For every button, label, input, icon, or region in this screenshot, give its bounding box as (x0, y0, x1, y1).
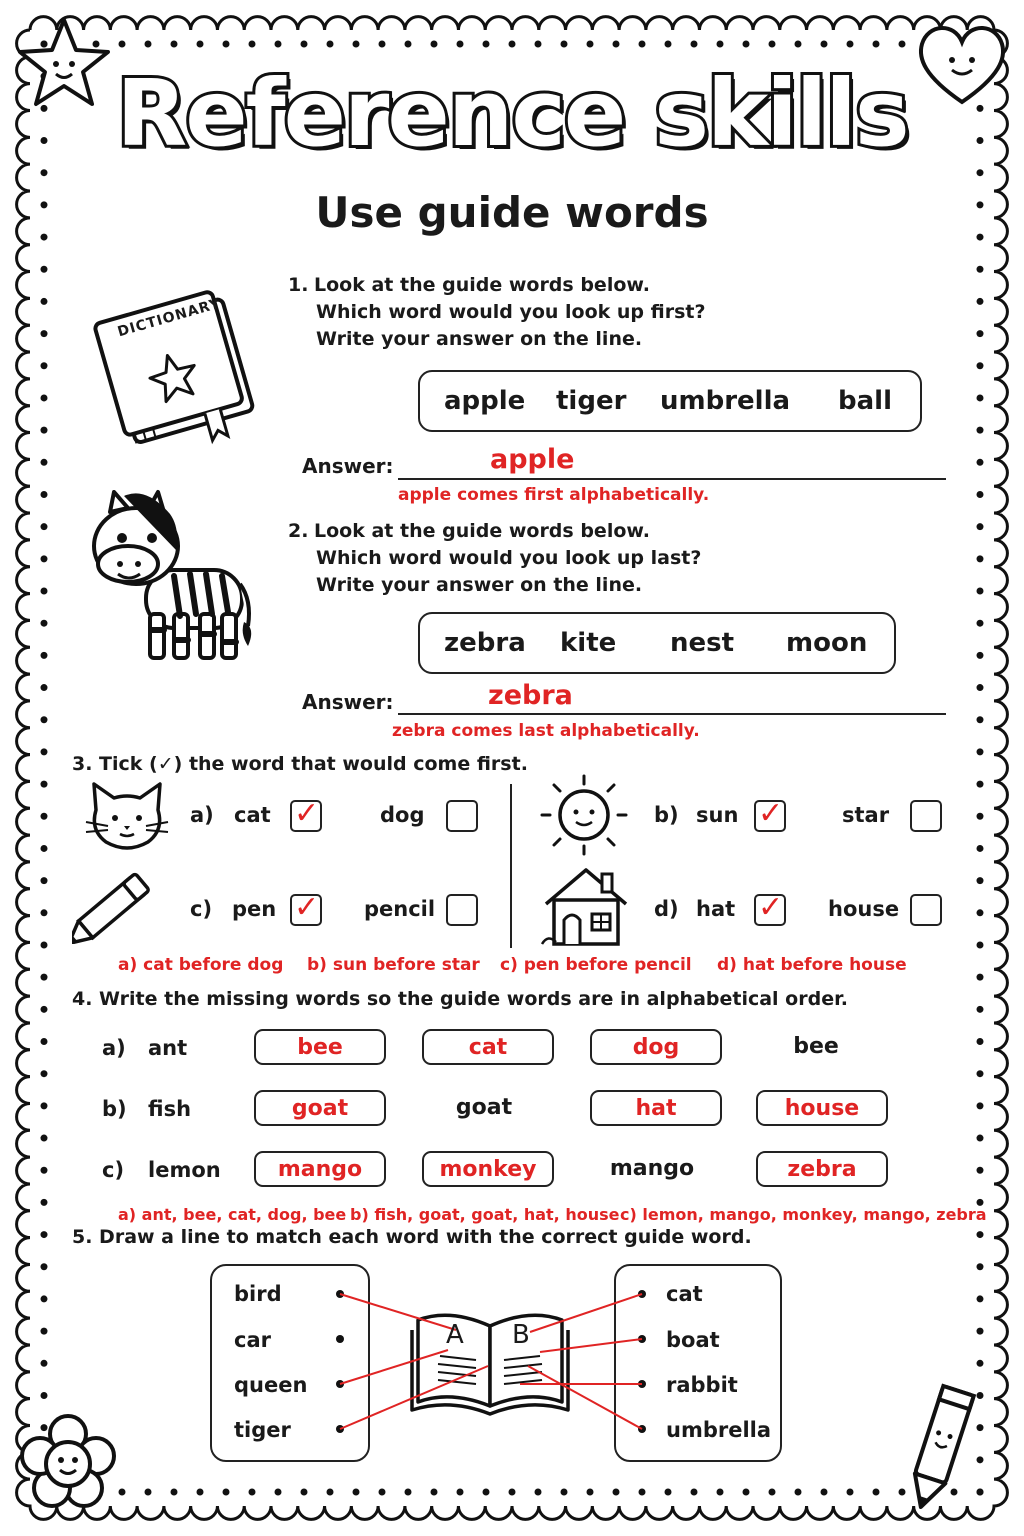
book-letter-a: A (446, 1320, 464, 1350)
border-dot (41, 620, 48, 627)
border-dot (977, 1070, 984, 1077)
q3-word: sun (696, 803, 739, 827)
border-dot (197, 41, 204, 48)
dictionary-illustration (86, 268, 276, 458)
border-dot (41, 684, 48, 691)
border-dot (41, 1135, 48, 1142)
border-dot (717, 1489, 724, 1496)
q4-note: c) lemon, mango, monkey, mango, zebra (620, 1205, 987, 1224)
q3-checkbox[interactable] (446, 800, 478, 832)
border-dot (119, 41, 126, 48)
border-dot (977, 813, 984, 820)
q3-item-letter: a) (190, 803, 214, 827)
border-dot (327, 41, 334, 48)
q1-number: 1. (288, 274, 309, 296)
q2-number: 2. (288, 520, 309, 542)
q3-note: d) hat before house (717, 955, 907, 975)
border-dot (587, 1489, 594, 1496)
flower-face-icon (18, 1412, 118, 1512)
q3-checkbox[interactable] (910, 894, 942, 926)
q4-row-letter: b) (102, 1097, 127, 1121)
border-dot (977, 716, 984, 723)
q4-row-letter: a) (102, 1036, 126, 1060)
q3-word: house (828, 897, 900, 921)
house-icon (538, 864, 634, 948)
border-dot (587, 41, 594, 48)
border-dot (977, 1167, 984, 1174)
q3-note: b) sun before star (307, 955, 480, 975)
border-dot (561, 1489, 568, 1496)
border-dot (795, 41, 802, 48)
border-dot (977, 394, 984, 401)
border-dot (977, 491, 984, 498)
border-dot (977, 266, 984, 273)
q1-line-2: Which word would you look up first? (316, 301, 706, 323)
border-dot (41, 362, 48, 369)
border-dot (977, 941, 984, 948)
q4-given-word: bee (793, 1034, 839, 1059)
q3-checkbox-checked[interactable] (754, 890, 786, 926)
border-dot (977, 877, 984, 884)
zebra-icon (84, 488, 270, 674)
q2-answer-line[interactable] (398, 713, 946, 715)
q4-answer-box[interactable]: hat (590, 1090, 722, 1126)
q3-word: pen (232, 897, 277, 921)
border-dot (171, 1489, 178, 1496)
border-dot (41, 459, 48, 466)
check-mark-icon: ✓ (294, 890, 320, 925)
border-dot (821, 41, 828, 48)
q2-answer-label: Answer: (302, 690, 394, 714)
q1-word: tiger (556, 386, 627, 416)
border-dot (977, 684, 984, 691)
q3-checkbox[interactable] (446, 894, 478, 926)
q3-checkbox-checked[interactable] (290, 796, 322, 832)
open-book-icon (412, 1315, 568, 1414)
q3-item-letter: c) (190, 897, 213, 921)
check-mark-icon: ✓ (758, 796, 784, 831)
q2-word: kite (560, 628, 617, 658)
border-dot (41, 813, 48, 820)
border-dot (795, 1489, 802, 1496)
border-dot (405, 41, 412, 48)
q4-note: b) fish, goat, goat, hat, house (350, 1205, 620, 1224)
border-dot (197, 1489, 204, 1496)
border-dot (41, 169, 48, 176)
border-dot (41, 394, 48, 401)
q3-divider (510, 784, 512, 948)
border-dot (41, 781, 48, 788)
q3-checkbox-checked[interactable] (754, 796, 786, 832)
border-dot (41, 298, 48, 305)
pencil-icon (72, 862, 162, 944)
border-dot (171, 41, 178, 48)
border-dot (145, 41, 152, 48)
border-dot (41, 1392, 48, 1399)
q3-checkbox[interactable] (910, 800, 942, 832)
border-dot (41, 1360, 48, 1367)
border-dot (379, 41, 386, 48)
border-dot (249, 1489, 256, 1496)
border-dot (327, 1489, 334, 1496)
q1-answer: apple (490, 444, 575, 475)
border-dot (665, 1489, 672, 1496)
pencil-face-icon (900, 1378, 980, 1518)
border-dot (41, 1199, 48, 1206)
q2-word: moon (786, 628, 868, 658)
border-dot (977, 845, 984, 852)
border-dot (977, 298, 984, 305)
border-dot (977, 588, 984, 595)
border-dot (41, 909, 48, 916)
border-dot (353, 41, 360, 48)
q4-answer-box[interactable]: dog (590, 1029, 722, 1065)
border-dot (431, 41, 438, 48)
border-dot (483, 41, 490, 48)
border-dot (41, 523, 48, 530)
q2-word: zebra (444, 628, 526, 658)
border-dot (977, 1038, 984, 1045)
border-dot (41, 748, 48, 755)
q5-right-word: cat (666, 1282, 703, 1306)
border-dot (899, 41, 906, 48)
border-dot (223, 1489, 230, 1496)
border-dot (301, 1489, 308, 1496)
border-dot (847, 41, 854, 48)
border-dot (145, 1489, 152, 1496)
q5-match-lines (330, 1280, 660, 1440)
q1-word: ball (838, 386, 892, 416)
border-dot (405, 1489, 412, 1496)
border-dot (717, 41, 724, 48)
border-dot (977, 652, 984, 659)
book-letter-b: B (512, 1320, 530, 1350)
q3-prompt: 3. Tick (✓) the word that would come first. (72, 753, 528, 775)
border-dot (977, 555, 984, 562)
border-dot (379, 1489, 386, 1496)
q2-word: nest (670, 628, 735, 658)
q5-left-word: queen (234, 1373, 308, 1397)
border-dot (769, 1489, 776, 1496)
border-dot (41, 330, 48, 337)
border-dot (639, 41, 646, 48)
border-dot (41, 1102, 48, 1109)
border-dot (743, 1489, 750, 1496)
q3-word: star (842, 803, 890, 827)
q4-answer-box[interactable]: house (756, 1090, 888, 1126)
border-dot (977, 974, 984, 981)
q3-note: c) pen before pencil (500, 955, 692, 975)
border-dot (275, 1489, 282, 1496)
border-dot (41, 941, 48, 948)
border-dot (977, 1295, 984, 1302)
border-dot (977, 781, 984, 788)
border-dot (977, 1263, 984, 1270)
border-dot (41, 845, 48, 852)
cat-icon (82, 780, 172, 854)
border-dot (41, 877, 48, 884)
q1-answer-line[interactable] (398, 478, 946, 480)
q3-word: dog (380, 803, 425, 827)
border-dot (977, 1328, 984, 1335)
border-dot (743, 41, 750, 48)
border-dot (41, 974, 48, 981)
q1-word: apple (444, 386, 526, 416)
border-dot (41, 555, 48, 562)
sun-icon (536, 772, 632, 858)
border-dot (977, 1135, 984, 1142)
border-dot (41, 1295, 48, 1302)
q4-start-word: lemon (148, 1158, 221, 1182)
page-subtitle: Use guide words (315, 188, 709, 237)
border-dot (41, 1070, 48, 1077)
q4-start-word: fish (148, 1097, 192, 1121)
border-dot (41, 588, 48, 595)
border-dot (535, 1489, 542, 1496)
border-dot (977, 362, 984, 369)
border-dot (977, 1360, 984, 1367)
check-mark-icon: ✓ (294, 796, 320, 831)
border-dot (223, 41, 230, 48)
border-dot (41, 266, 48, 273)
q2-line-1: Look at the guide words below. (314, 520, 650, 542)
q5-right-word: rabbit (666, 1373, 738, 1397)
border-dot (977, 427, 984, 434)
q1-answer-label: Answer: (302, 454, 394, 478)
q1-word-box (418, 370, 922, 432)
border-dot (41, 1006, 48, 1013)
dictionary-icon (86, 268, 276, 458)
border-dot (769, 41, 776, 48)
q2-instructions (288, 518, 788, 599)
border-dot (353, 1489, 360, 1496)
border-dot (301, 41, 308, 48)
q5-prompt: 5. Draw a line to match each word with the correct guide word. (72, 1226, 752, 1248)
q4-answer-box[interactable]: mango (254, 1151, 386, 1187)
border-dot (639, 1489, 646, 1496)
border-dot (431, 1489, 438, 1496)
border-dot (977, 909, 984, 916)
q1-instructions (288, 272, 788, 353)
q4-answer-box[interactable]: bee (254, 1029, 386, 1065)
q3-word: cat (234, 803, 271, 827)
border-dot (613, 41, 620, 48)
q4-answer-box[interactable]: cat (422, 1029, 554, 1065)
q1-note: apple comes first alphabetically. (398, 485, 710, 505)
q5-right-word: umbrella (666, 1418, 772, 1442)
q4-start-word: ant (148, 1036, 188, 1060)
q3-item-letter: d) (654, 897, 679, 921)
border-dot (847, 1489, 854, 1496)
q1-line-1: Look at the guide words below. (314, 274, 650, 296)
q2-answer: zebra (488, 680, 573, 711)
border-dot (977, 169, 984, 176)
q4-answer-box[interactable]: monkey (422, 1151, 554, 1187)
border-dot (977, 459, 984, 466)
q5-right-word: boat (666, 1328, 720, 1352)
border-dot (691, 1489, 698, 1496)
q3-note: a) cat before dog (118, 955, 284, 975)
border-dot (561, 41, 568, 48)
border-dot (977, 620, 984, 627)
q5-left-word: tiger (234, 1418, 291, 1442)
q2-line-3: Write your answer on the line. (316, 574, 643, 596)
q3-item-letter: b) (654, 803, 679, 827)
border-dot (41, 1231, 48, 1238)
border-dot (483, 1489, 490, 1496)
q4-prompt: 4. Write the missing words so the guide words are in alphabetical order. (72, 988, 848, 1010)
q2-word-box (418, 612, 896, 674)
q5-left-word: car (234, 1328, 271, 1352)
border-dot (41, 1038, 48, 1045)
q2-line-2: Which word would you look up last? (316, 547, 702, 569)
q4-given-word: mango (609, 1156, 695, 1181)
border-dot (977, 1006, 984, 1013)
border-dot (873, 1489, 880, 1496)
q3-word: pencil (364, 897, 436, 921)
border-dot (977, 523, 984, 530)
border-dot (41, 427, 48, 434)
q4-given-word: goat (455, 1095, 513, 1120)
q4-row-letter: c) (102, 1158, 125, 1182)
border-dot (41, 491, 48, 498)
border-dot (41, 1167, 48, 1174)
border-dot (41, 652, 48, 659)
border-dot (457, 41, 464, 48)
q4-note: a) ant, bee, cat, dog, bee (118, 1205, 347, 1224)
q3-word: hat (696, 897, 736, 921)
border-dot (119, 1489, 126, 1496)
border-dot (691, 41, 698, 48)
q1-word: umbrella (660, 386, 791, 416)
dictionary-label: DICTIONARY (115, 295, 223, 341)
border-dot (509, 41, 516, 48)
border-dot (249, 41, 256, 48)
border-dot (41, 1328, 48, 1335)
q5-left-word: bird (234, 1282, 282, 1306)
border-dot (977, 1231, 984, 1238)
border-dot (977, 330, 984, 337)
border-dot (41, 1263, 48, 1270)
border-dot (977, 1102, 984, 1109)
border-dot (977, 748, 984, 755)
q3-checkbox-checked[interactable] (290, 890, 322, 926)
border-dot (275, 41, 282, 48)
border-dot (535, 41, 542, 48)
page-title: Reference skills (116, 60, 908, 167)
border-dot (821, 1489, 828, 1496)
q4-answer-box[interactable]: zebra (756, 1151, 888, 1187)
border-dot (457, 1489, 464, 1496)
border-dot (509, 1489, 516, 1496)
border-dot (665, 41, 672, 48)
q2-note: zebra comes last alphabetically. (392, 721, 700, 741)
border-dot (873, 41, 880, 48)
q1-line-3: Write your answer on the line. (316, 328, 643, 350)
border-dot (613, 1489, 620, 1496)
check-mark-icon: ✓ (758, 890, 784, 925)
q4-answer-box[interactable]: goat (254, 1090, 386, 1126)
border-dot (41, 716, 48, 723)
